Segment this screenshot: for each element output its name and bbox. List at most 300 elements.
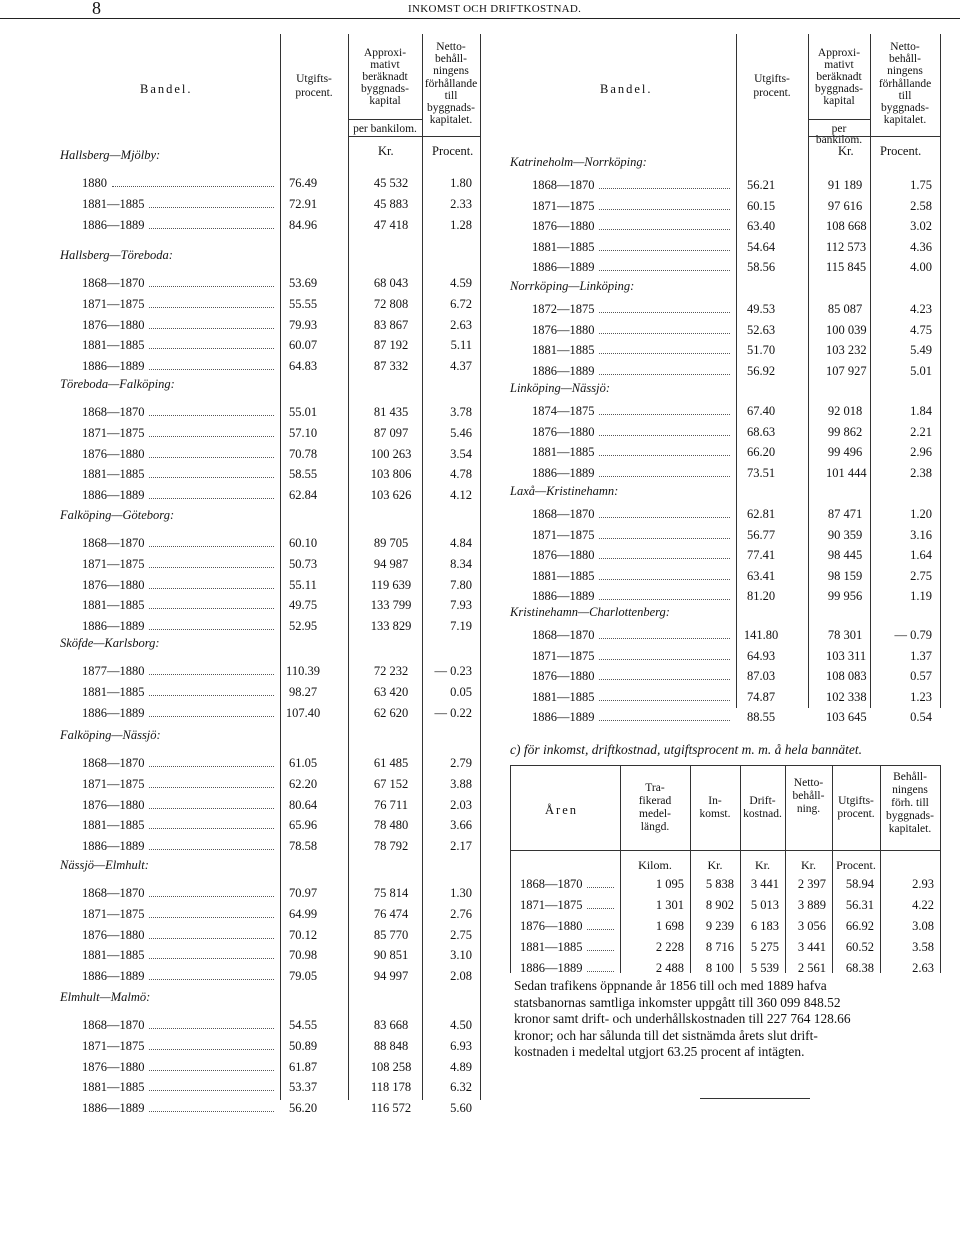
period-label: 1868—1870 [82, 1018, 145, 1032]
period-label: 1871—1875 [532, 198, 595, 213]
netto-value: 1.28 [450, 217, 472, 232]
period-label: 1872—1875 [532, 302, 595, 316]
section-title: Töreboda—Falköping: [60, 377, 175, 391]
leader-dots [149, 849, 274, 850]
period-label: 1881—1885 [82, 684, 145, 699]
kapital-value: 78 480 [373, 818, 409, 833]
utgiftsprocent-value: 79.05 [288, 969, 318, 984]
utgifts-header: Utgifts- [296, 73, 332, 85]
period-label: 1886—1889 [82, 488, 145, 503]
netto-value: 1.37 [910, 648, 932, 663]
period-label: 1876—1880 [82, 1059, 145, 1074]
approx-header: Approxi- [363, 47, 407, 59]
netto-value: 5.46 [450, 425, 472, 440]
kapital-value: 119 639 [370, 577, 412, 592]
kapital-value: 90 359 [827, 527, 863, 542]
forhallande-value: 2.63 [912, 961, 934, 975]
utgiftsprocent-value: 88.55 [746, 710, 776, 725]
inkomst-header: In- [708, 795, 722, 807]
netto-value: 2.76 [450, 906, 472, 921]
leader-dots [149, 1090, 274, 1091]
header-rule [348, 119, 422, 120]
trafikerad-langd-value: 2 228 [655, 940, 684, 954]
year-label: 1871—1875 [520, 898, 583, 912]
leader-dots [149, 1028, 274, 1029]
netto-header: kapitalet. [429, 114, 473, 127]
leader-dots [112, 186, 274, 187]
period-label: 1881—1885 [82, 1080, 145, 1095]
kapital-value: 81 435 [373, 405, 409, 419]
leader-dots [149, 787, 274, 788]
period-label: 1868—1870 [532, 628, 595, 642]
period-label: 1881—1885 [82, 818, 145, 833]
drift-header: kostnad. [743, 808, 782, 820]
utgiftsprocent-value: 58.56 [746, 260, 776, 275]
leader-dots [149, 207, 274, 208]
netto-value: 2.03 [450, 797, 472, 812]
period-label: 1881—1885 [82, 196, 145, 211]
table-top-rule [510, 765, 940, 766]
section-title: Hallsberg—Mjölby: [60, 148, 161, 162]
utgiftsprocent-value: 56.21 [746, 178, 776, 192]
netto-value: — 0.22 [434, 705, 472, 720]
paragraph-line: kostnaden i medeltal utgjort 63.25 procent af intägten. [514, 1044, 805, 1059]
period-label: 1886—1889 [532, 589, 595, 604]
nettobehallning-value: 3 889 [797, 898, 826, 912]
utgiftsprocent-value: 50.73 [288, 556, 318, 571]
kapital-value: 94 987 [373, 556, 409, 571]
section-title: Nässjö—Elmhult: [60, 858, 149, 872]
kapital-value: 83 668 [373, 1018, 409, 1032]
kapital-value: 103 645 [826, 710, 867, 725]
netto-value: 1.23 [910, 689, 932, 704]
netto-value: 2.79 [450, 756, 472, 770]
leader-dots [149, 958, 274, 959]
period-label: 1886—1889 [82, 619, 145, 634]
leader-dots [587, 971, 614, 972]
netto-header: behåll- [435, 53, 467, 66]
leader-dots [149, 766, 274, 767]
netto-value: 4.89 [450, 1059, 472, 1074]
utgiftsprocent-value: 52.95 [288, 619, 318, 634]
approx-header: mativt [370, 59, 400, 71]
kapital-value: 45 883 [373, 196, 409, 211]
end-rule [700, 1098, 810, 1099]
utgiftsprocent-value: 54.55 [288, 1018, 318, 1032]
trafik-header: medel- [639, 808, 671, 820]
section-c-title: c) för inkomst, driftkostnad, utgiftsprocent m. m. å hela bannätet. [510, 742, 862, 757]
leader-dots [149, 369, 274, 370]
inkomst-value: 8 100 [705, 961, 734, 975]
netto-value: 7.80 [450, 577, 472, 592]
period-label: 1877—1880 [82, 664, 145, 678]
forhallande-value: 4.22 [912, 898, 934, 912]
paragraph-line: statsbanornas samtliga inkomster uppgått till 360 099 848.52 [514, 994, 841, 1010]
netto-value: 5.01 [910, 363, 932, 378]
period-label: 1886—1889 [82, 217, 145, 232]
netto-header: ning. [796, 803, 821, 815]
leader-dots [149, 917, 274, 918]
netto-value: 1.80 [450, 176, 472, 190]
year-label: 1876—1880 [520, 919, 583, 933]
netto-value: 4.37 [450, 359, 472, 374]
netto-value: 2.08 [450, 969, 472, 984]
kapital-value: 98 445 [827, 548, 863, 563]
utgifts-header: procent. [753, 87, 791, 99]
netto-header: Netto- [793, 777, 824, 789]
inkomst-header: komst. [699, 808, 731, 820]
utgiftsprocent-value: 77.41 [746, 548, 776, 563]
section-title: Katrineholm—Norrköping: [510, 155, 647, 169]
utgiftsprocent-value: 56.92 [746, 363, 776, 378]
utgiftsprocent-value: 60.10 [288, 536, 318, 550]
trafikerad-langd-value: 1 301 [655, 898, 684, 912]
netto-value: 3.66 [450, 818, 472, 833]
utgiftsprocent-value: 76.49 [288, 176, 318, 190]
leader-dots [599, 638, 730, 639]
kapital-value: 98 159 [827, 568, 863, 583]
kapital-value: 99 496 [827, 445, 863, 460]
netto-value: 2.75 [450, 927, 472, 942]
paragraph-line: Sedan trafikens öppnande år 1856 till och med 1889 hafva [514, 978, 827, 993]
utgiftsprocent-value: 55.11 [289, 577, 317, 592]
period-label: 1871—1875 [532, 527, 595, 542]
kr-unit: Kr. [838, 144, 854, 158]
period-label: 1871—1875 [82, 425, 145, 440]
netto-value: 2.17 [450, 839, 472, 854]
netto-value: 2.21 [910, 424, 932, 439]
leader-dots [149, 546, 274, 547]
period-label: 1876—1880 [82, 577, 145, 592]
netto-header: byggnads- [427, 102, 475, 114]
utgiftsprocent-value: 52.63 [746, 322, 776, 337]
utgiftsprocent-value: 64.99 [288, 906, 318, 921]
utgiftsprocent-value: 58.94 [845, 877, 874, 891]
kapital-value: 88 848 [373, 1038, 409, 1053]
utgiftsprocent-value: 53.37 [288, 1080, 318, 1095]
nettobehallning-value: 3 441 [797, 940, 826, 954]
driftkostnad-value: 3 441 [750, 877, 779, 891]
netto-header: ningens [887, 65, 923, 78]
leader-dots [599, 312, 730, 313]
leader-dots [599, 579, 730, 580]
utgiftsprocent-value: 49.53 [746, 302, 776, 316]
utgiftsprocent-value: 64.93 [746, 648, 776, 663]
period-label: 1880 [82, 176, 107, 190]
leader-dots [149, 808, 274, 809]
kapital-value: 47 418 [373, 217, 409, 232]
kapital-value: 68 043 [373, 276, 409, 290]
period-label: 1868—1870 [82, 886, 145, 900]
netto-value: 2.58 [910, 198, 932, 213]
leader-dots [599, 209, 730, 210]
utgiftsprocent-value: 56.77 [746, 527, 776, 542]
netto-header: Netto- [890, 41, 920, 53]
utgiftsprocent-value: 80.64 [288, 797, 318, 812]
period-label: 1886—1889 [82, 839, 145, 854]
column-rule [480, 34, 481, 1100]
year-label: 1886—1889 [520, 961, 583, 975]
leader-dots [149, 307, 274, 308]
kapital-value: 62 620 [373, 705, 409, 720]
period-label: 1886—1889 [82, 705, 145, 720]
kapital-value: 85 087 [827, 302, 863, 316]
utgiftsprocent-value: 110.39 [286, 664, 320, 678]
netto-value: 1.64 [910, 548, 932, 563]
utgiftsprocent-value: 141.80 [743, 628, 779, 642]
kapital-value: 94 997 [373, 969, 409, 984]
netto-value: 3.16 [910, 527, 932, 542]
leader-dots [599, 517, 730, 518]
kapital-value: 108 258 [370, 1059, 412, 1074]
kapital-value: 78 301 [827, 628, 863, 642]
netto-value: 5.60 [450, 1101, 472, 1116]
utgiftsprocent-value: 87.03 [746, 669, 776, 684]
period-label: 1886—1889 [532, 363, 595, 378]
approx-header: mativt [824, 59, 854, 71]
period-label: 1886—1889 [532, 260, 595, 275]
utgiftsprocent-value: 73.51 [746, 465, 776, 480]
inkomst-value: 8 902 [705, 898, 734, 912]
utgiftsprocent-value: 51.70 [746, 343, 776, 358]
period-label: 1876—1880 [82, 797, 145, 812]
netto-value: — 0.23 [434, 664, 472, 678]
period-label: 1886—1889 [82, 359, 145, 374]
nettobehallning-value: 2 561 [797, 961, 826, 975]
approx-header: beräknadt [816, 71, 862, 83]
kapital-value: 103 232 [826, 343, 867, 358]
netto-header: behåll- [792, 790, 825, 802]
period-label: 1876—1880 [532, 548, 595, 563]
utgifts-header: Utgifts- [838, 795, 874, 807]
page-number: 8 [92, 0, 101, 18]
leader-dots [149, 348, 274, 349]
kapital-value: 76 474 [373, 906, 409, 921]
inkomst-value: 8 716 [705, 940, 734, 954]
netto-value: 1.75 [910, 178, 932, 192]
period-label: 1868—1870 [82, 536, 145, 550]
bandel-header: Bandel. [600, 82, 653, 96]
forhallande-value: 3.08 [912, 919, 934, 933]
leader-dots [149, 567, 274, 568]
netto-header: ningens [433, 65, 469, 78]
unit-label: Kr. [707, 858, 723, 872]
netto-value: 3.88 [450, 776, 472, 791]
leader-dots [587, 887, 614, 888]
utgiftsprocent-value: 53.69 [288, 276, 318, 290]
netto-value: 6.93 [450, 1038, 472, 1053]
utgiftsprocent-value: 56.31 [845, 898, 874, 912]
period-label: 1886—1889 [82, 1101, 145, 1116]
netto-value: 6.72 [450, 296, 472, 311]
trafikerad-langd-value: 1 095 [655, 877, 684, 891]
kapital-value: 72 232 [373, 664, 409, 678]
utgiftsprocent-value: 98.27 [288, 684, 318, 699]
kapital-value: 87 471 [827, 507, 863, 521]
netto-value: 1.30 [450, 886, 472, 900]
netto-value: 4.23 [910, 302, 932, 316]
leader-dots [149, 608, 274, 609]
netto-header: förhållande [878, 77, 932, 90]
period-label: 1876—1880 [532, 322, 595, 337]
netto-value: 4.36 [910, 239, 932, 254]
paragraph-line: kronor; och har sålunda till det sistnämda årets slut drift- [514, 1027, 818, 1043]
drift-header: Drift- [749, 795, 776, 807]
utgiftsprocent-value: 72.91 [288, 196, 318, 211]
trafikerad-langd-value: 1 698 [655, 919, 684, 933]
running-head: INKOMST OCH DRIFTKOSTNAD. [408, 3, 582, 15]
utgiftsprocent-value: 60.07 [288, 338, 318, 353]
approx-header: byggnads- [361, 83, 409, 95]
period-label: 1881—1885 [82, 598, 145, 613]
behall-header: ningens [892, 784, 928, 796]
inkomst-value: 9 239 [705, 919, 734, 933]
utgiftsprocent-value: 62.84 [288, 488, 318, 503]
behall-header: kapitalet. [888, 823, 932, 835]
period-label: 1871—1875 [82, 556, 145, 571]
period-label: 1876—1880 [532, 424, 595, 439]
driftkostnad-value: 5 539 [750, 961, 779, 975]
netto-value: 5.11 [450, 338, 472, 353]
utgiftsprocent-value: 67.40 [746, 404, 776, 418]
leader-dots [599, 333, 730, 334]
kapital-value: 103 806 [370, 467, 412, 482]
utgiftsprocent-value: 79.93 [288, 317, 318, 332]
period-label: 1876—1880 [82, 317, 145, 332]
kapital-value: 99 862 [827, 424, 863, 439]
netto-value: 3.10 [450, 948, 472, 963]
column-rule [348, 34, 349, 1100]
driftkostnad-value: 5 013 [750, 898, 779, 912]
trafik-header: Tra- [645, 782, 665, 794]
kapital-value: 97 616 [827, 198, 863, 213]
inkomst-value: 5 838 [705, 877, 734, 891]
kapital-value: 45 532 [373, 176, 409, 190]
section-title: Falköping—Göteborg: [60, 508, 175, 522]
leader-dots [599, 720, 730, 721]
utgiftsprocent-value: 60.52 [845, 940, 874, 954]
per-bankilom-header: per bankilom. [353, 123, 417, 135]
netto-header: byggnads- [881, 102, 929, 114]
per-bankilom-header: per bankilom. [815, 123, 863, 146]
kapital-value: 89 705 [373, 536, 409, 550]
leader-dots [599, 700, 730, 701]
header-bottom-rule [510, 850, 940, 851]
netto-value: 4.84 [450, 536, 472, 550]
kapital-value: 101 444 [826, 465, 867, 480]
netto-value: 5.49 [910, 343, 932, 358]
netto-value: 8.34 [450, 556, 472, 571]
forhallande-value: 2.93 [912, 877, 934, 891]
leader-dots [599, 250, 730, 251]
netto-value: 0.57 [910, 669, 932, 684]
kapital-value: 99 956 [827, 589, 863, 604]
unit-label: Procent. [836, 858, 876, 872]
kapital-value: 85 770 [373, 927, 409, 942]
leader-dots [149, 228, 274, 229]
leader-dots [587, 950, 614, 951]
unit-label: Kr. [755, 858, 770, 872]
leader-dots [149, 1111, 274, 1112]
approx-header: byggnads- [815, 83, 863, 95]
section-title: Laxå—Kristinehamn: [510, 484, 619, 498]
leader-dots [149, 674, 274, 675]
period-label: 1876—1880 [82, 446, 145, 461]
header-rule [808, 119, 870, 120]
behall-header: förh. till [891, 797, 929, 809]
leader-dots [599, 374, 730, 375]
period-label: 1868—1870 [82, 276, 145, 290]
netto-value: 4.59 [450, 276, 472, 290]
leader-dots [149, 328, 274, 329]
utgiftsprocent-value: 55.01 [288, 405, 318, 419]
bandel-header: Bandel. [140, 82, 193, 96]
procent-unit: Procent. [432, 144, 474, 158]
kapital-value: 100 039 [826, 322, 867, 337]
leader-dots [599, 538, 730, 539]
approx-header: kapital [823, 95, 855, 107]
utgifts-header: Utgifts- [754, 73, 790, 85]
period-label: 1871—1875 [532, 648, 595, 663]
netto-value: 2.33 [450, 196, 472, 211]
driftkostnad-value: 5 275 [750, 940, 779, 954]
utgiftsprocent-value: 56.20 [288, 1101, 318, 1116]
period-label: 1868—1870 [82, 405, 145, 419]
period-label: 1876—1880 [532, 219, 595, 234]
netto-value: 2.63 [450, 317, 472, 332]
kapital-value: 102 338 [826, 689, 867, 704]
utgiftsprocent-value: 54.64 [746, 239, 776, 254]
leader-dots [587, 908, 614, 909]
netto-value: — 0.79 [894, 628, 932, 642]
utgiftsprocent-value: 78.58 [288, 839, 318, 854]
leader-dots [149, 436, 274, 437]
kapital-value: 78 792 [373, 839, 409, 854]
period-label: 1871—1875 [82, 776, 145, 791]
utgiftsprocent-value: 65.96 [288, 818, 318, 833]
utgiftsprocent-value: 62.81 [746, 507, 776, 521]
netto-header: Netto- [436, 41, 466, 53]
utgiftsprocent-value: 81.20 [746, 589, 776, 604]
netto-value: 2.75 [910, 568, 932, 583]
kr-unit: Kr. [378, 144, 394, 158]
kapital-value: 116 572 [370, 1101, 412, 1116]
kapital-value: 115 845 [826, 260, 867, 275]
behall-header: byggnads- [886, 810, 934, 822]
leader-dots [149, 716, 274, 717]
column-rule [940, 765, 941, 973]
period-label: 1868—1870 [532, 507, 595, 521]
utgiftsprocent-value: 70.98 [288, 948, 318, 963]
kapital-value: 112 573 [826, 239, 867, 254]
driftkostnad-value: 6 183 [750, 919, 779, 933]
utgiftsprocent-value: 64.83 [288, 359, 318, 374]
netto-value: 0.54 [910, 710, 932, 725]
netto-header: till [898, 89, 912, 102]
netto-value: 3.54 [450, 446, 472, 461]
kapital-value: 83 867 [373, 317, 409, 332]
section-title: Falköping—Nässjö: [60, 728, 161, 742]
leader-dots [149, 457, 274, 458]
period-label: 1886—1889 [532, 465, 595, 480]
utgiftsprocent-value: 61.05 [288, 756, 318, 770]
year-label: 1868—1870 [520, 877, 583, 891]
leader-dots [599, 188, 730, 189]
behall-header: Behåll- [893, 771, 927, 783]
leader-dots [149, 286, 274, 287]
leader-dots [149, 1049, 274, 1050]
header-rule [0, 18, 960, 19]
